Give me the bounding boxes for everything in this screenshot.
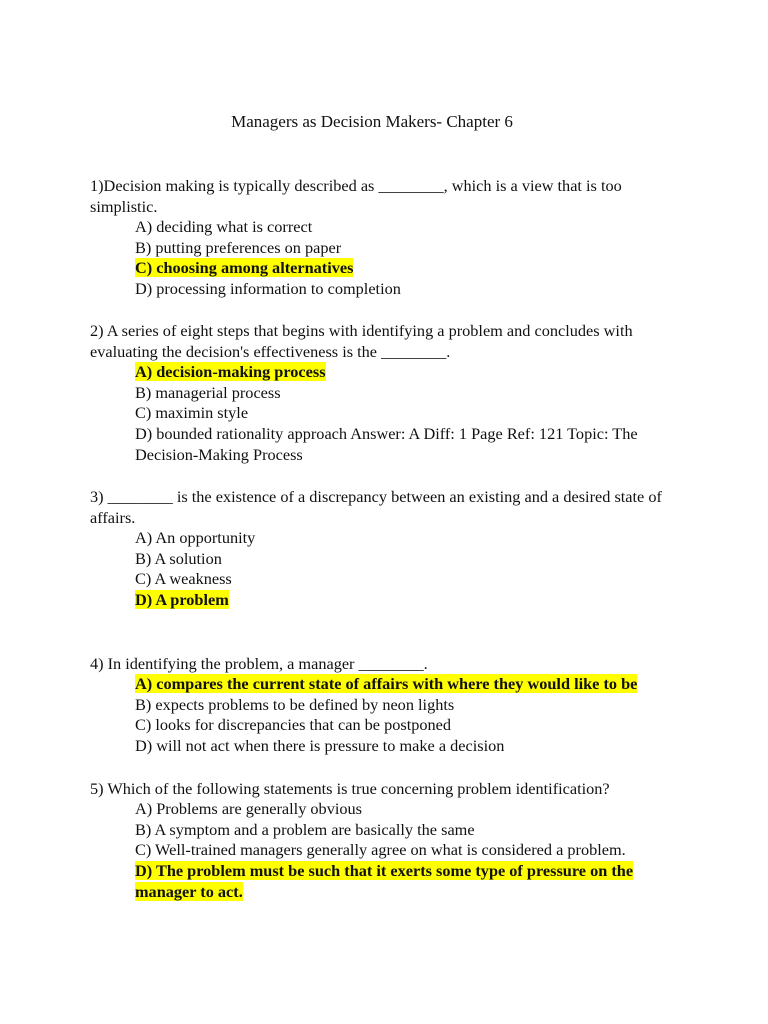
option-a-correct [135, 362, 690, 383]
option-d: D) bounded rationality approach Answer: A Diff: 1 Page Ref: 121 Topic: The Decision-Making Process [135, 424, 638, 464]
option-c-correct [135, 258, 690, 279]
page-title: Managers as Decision Makers- Chapter 6 [231, 112, 513, 131]
option-a-correct [135, 674, 690, 695]
option-b: B) putting preferences on paper [135, 237, 342, 257]
option-b: B) expects problems to be defined by neon lights [135, 694, 455, 714]
answer-highlight: D) A problem [135, 590, 229, 610]
question-stem: 3) ________ is the existence of a discrepancy between an existing and a desired state of affairs. [90, 487, 662, 527]
option-a: A) deciding what is correct [135, 217, 313, 236]
question-stem: 5) Which of the following statements is true concerning problem identification? [90, 779, 610, 798]
option-d-correct [135, 590, 690, 611]
answer-highlight: A) decision-making process [135, 362, 326, 381]
question-2 [90, 320, 690, 466]
question-3 [90, 486, 690, 611]
answer-highlight: D) The problem must be such that it exerts some type of pressure on the manager to act. [135, 861, 634, 901]
option-c: C) Well-trained managers generally agree on what is considered a problem. [135, 840, 626, 860]
option-b: B) A symptom and a problem are basically the same [135, 819, 475, 839]
answer-options [90, 799, 690, 903]
question-stem: 4) In identifying the problem, a manager ________. [90, 654, 428, 673]
answer-options [90, 674, 690, 757]
option-c: C) looks for discrepancies that can be postponed [135, 715, 452, 735]
option-c: C) A weakness [135, 569, 232, 589]
option-b: B) managerial process [135, 382, 281, 402]
answer-options [90, 362, 690, 466]
answer-highlight: A) compares the current state of affairs with where they would like to be [135, 674, 638, 693]
question-stem: 2) A series of eight steps that begins with identifying a problem and concludes with evaluating the decision's effectiveness is the ________. [90, 321, 633, 361]
answer-options [90, 528, 690, 611]
option-a: A) An opportunity [135, 528, 256, 547]
option-d: D) processing information to completion [135, 279, 401, 299]
option-b: B) A solution [135, 548, 222, 568]
question-4 [90, 653, 690, 757]
question-1 [90, 175, 690, 300]
option-d-correct [135, 861, 690, 902]
option-c: C) maximin style [135, 403, 249, 423]
option-a: A) Problems are generally obvious [135, 799, 362, 818]
answer-highlight: C) choosing among alternatives [135, 258, 354, 278]
option-d: D) will not act when there is pressure to make a decision [135, 736, 505, 756]
answer-options [90, 217, 690, 300]
question-stem: 1)Decision making is typically described as ________, which is a view that is too simplistic. [90, 176, 622, 216]
question-5 [90, 778, 690, 903]
